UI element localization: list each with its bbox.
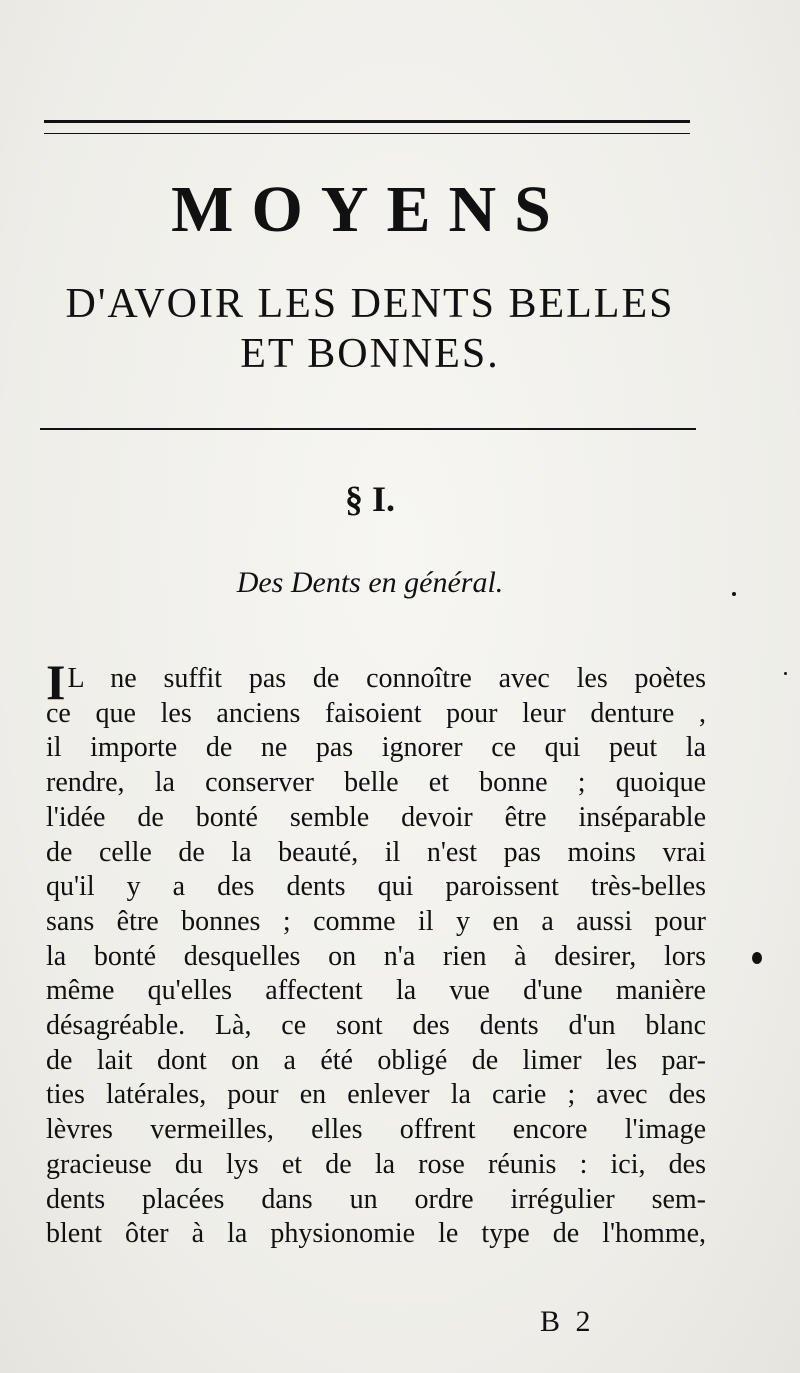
text-line: lèvres vermeilles, elles offrent encore l'image <box>46 1114 706 1146</box>
subtitle-line-2: ET BONNES. <box>240 331 500 377</box>
text-line: l'idée de bonté semble devoir être inséparable <box>46 801 706 833</box>
text-line: blent ôter à la physionomie le type de l'homme, <box>46 1218 706 1250</box>
section-number: § I. <box>344 479 395 519</box>
signature-mark: B 2 <box>540 1305 595 1338</box>
ink-speck <box>784 672 787 675</box>
text-line: ce que les anciens faisoient pour leur denture , <box>46 697 706 729</box>
header-double-rule <box>44 120 690 134</box>
text-line: de celle de la beauté, il n'est pas moins vrai <box>46 836 706 868</box>
text-line: rendre, la conserver belle et bonne ; quoique <box>46 767 706 799</box>
text-line: ties latérales, pour en enlever la carie ; avec des <box>46 1079 706 1111</box>
text-line: dents placées dans un ordre irrégulier sem- <box>46 1183 706 1215</box>
body-paragraph <box>46 654 706 1252</box>
text-line: de lait dont on a été obligé de limer les par- <box>46 1044 706 1076</box>
subtitle-line-1: D'AVOIR LES DENTS BELLES <box>65 281 675 327</box>
text-line: sans être bonnes ; comme il y en a aussi pour <box>46 905 706 937</box>
text-line: il importe de ne pas ignorer ce qui peut la <box>46 732 706 764</box>
text-line: désagréable. Là, ce sont des dents d'un blanc <box>46 1010 706 1042</box>
drop-cap: I <box>46 654 66 710</box>
header-bottom-rule <box>40 428 696 430</box>
text-line: gracieuse du lys et de la rose réunis : ici, des <box>46 1148 706 1180</box>
text-line: qu'il y a des dents qui paroissent très-belles <box>46 871 706 903</box>
text-line: même qu'elles affectent la vue d'une manière <box>46 975 706 1007</box>
ink-speck <box>752 952 762 964</box>
page-title: MOYENS <box>171 173 569 246</box>
text-line: la bonté desquelles on n'a rien à desirer, lors <box>46 940 706 972</box>
text-line: L ne suffit pas de connoître avec les poètes <box>67 663 706 694</box>
ink-speck <box>732 592 736 596</box>
section-title: Des Dents en général. <box>236 566 504 599</box>
